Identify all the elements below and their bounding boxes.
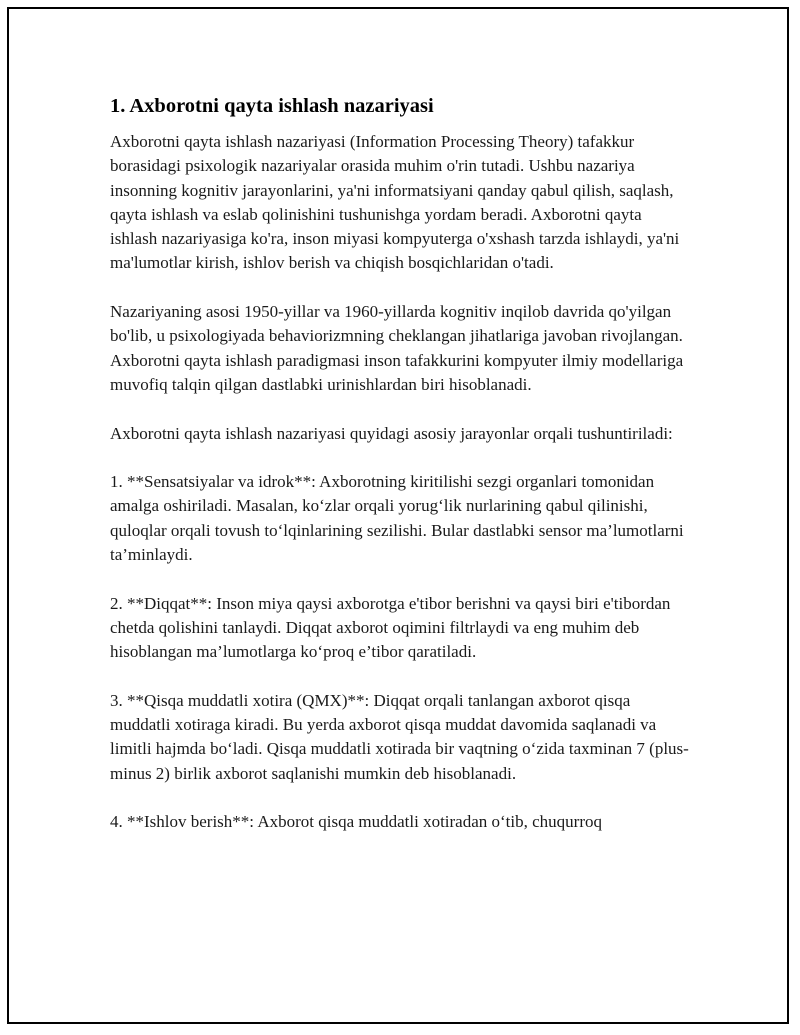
document-body bbox=[110, 93, 690, 859]
paragraph-item-processing: 4. **Ishlov berish**: Axborot qisqa muddatli xotiradan o‘tib, chuqurroq bbox=[110, 812, 602, 832]
paragraph-processes-lead: Axborotni qayta ishlash nazariyasi quyidagi asosiy jarayonlar orqali tushuntiriladi: bbox=[110, 423, 673, 443]
paragraph-item-short-term-memory: 3. **Qisqa muddatli xotira (QMX)**: Diqqat orqali tanlangan axborot qisqa muddatli xotiraga kiradi. Bu yerda axborot qisqa muddat davomida saqlanadi va limitli hajmda bo‘ladi. Qisqa muddatli xotirada bir vaqtning o‘zida taxminan 7 (plus-minus 2) birlik axborot saqlanishi mumkin deb hisoblanadi. bbox=[110, 690, 689, 783]
paragraph-history: Nazariyaning asosi 1950-yillar va 1960-yillarda kognitiv inqilob davrida qo'yilgan bo'lib, u psixologiyada behaviorizmning cheklangan jihatlariga javoban rivojlangan. Axborotni qayta ishlash paradigmasi inson tafakkurini kompyuter ilmiy modellariga muvofiq talqin qilgan dastlabki urinishlardan biri hisoblanadi. bbox=[110, 302, 684, 394]
paragraph-item-sensation: 1. **Sensatsiyalar va idrok**: Axborotning kiritilishi sezgi organlari tomonidan amalga oshiriladi. Masalan, ko‘zlar orqali yorug‘lik nurlarining qabul qilinishi, quloqlar orqali tovush to‘lqinlarining sezilishi. Bular dastlabki sensor ma’lumotlarni ta’minlaydi. bbox=[110, 472, 684, 565]
document-title: 1. Axborotni qayta ishlash nazariyasi bbox=[110, 95, 434, 117]
paragraph-intro: Axborotni qayta ishlash nazariyasi (Information Processing Theory) tafakkur borasidagi psixologik nazariyalar orasida muhim o'rin tutadi. Ushbu nazariya insonning kognitiv jarayonlarini, ya'ni informatsiyani qanday qabul qilish, saqlash, qayta ishlash va eslab qolinishini tushunishga yordam beradi. Axborotni qayta ishlash nazariyasiga ko'ra, inson miyasi kompyuterga o'xshash tarzda ishlaydi, ya'ni ma'lumotlar kirish, ishlov berish va chiqish bosqichlaridan o'tadi. bbox=[110, 132, 680, 273]
paragraph-item-attention: 2. **Diqqat**: Inson miya qaysi axborotga e'tibor berishni va qaysi biri e'tibordan chetda qolishini tanlaydi. Diqqat axborot oqimini filtrlaydi va eng muhim deb hisoblangan ma’lumotlarga ko‘proq e’tibor qaratiladi. bbox=[110, 593, 671, 662]
